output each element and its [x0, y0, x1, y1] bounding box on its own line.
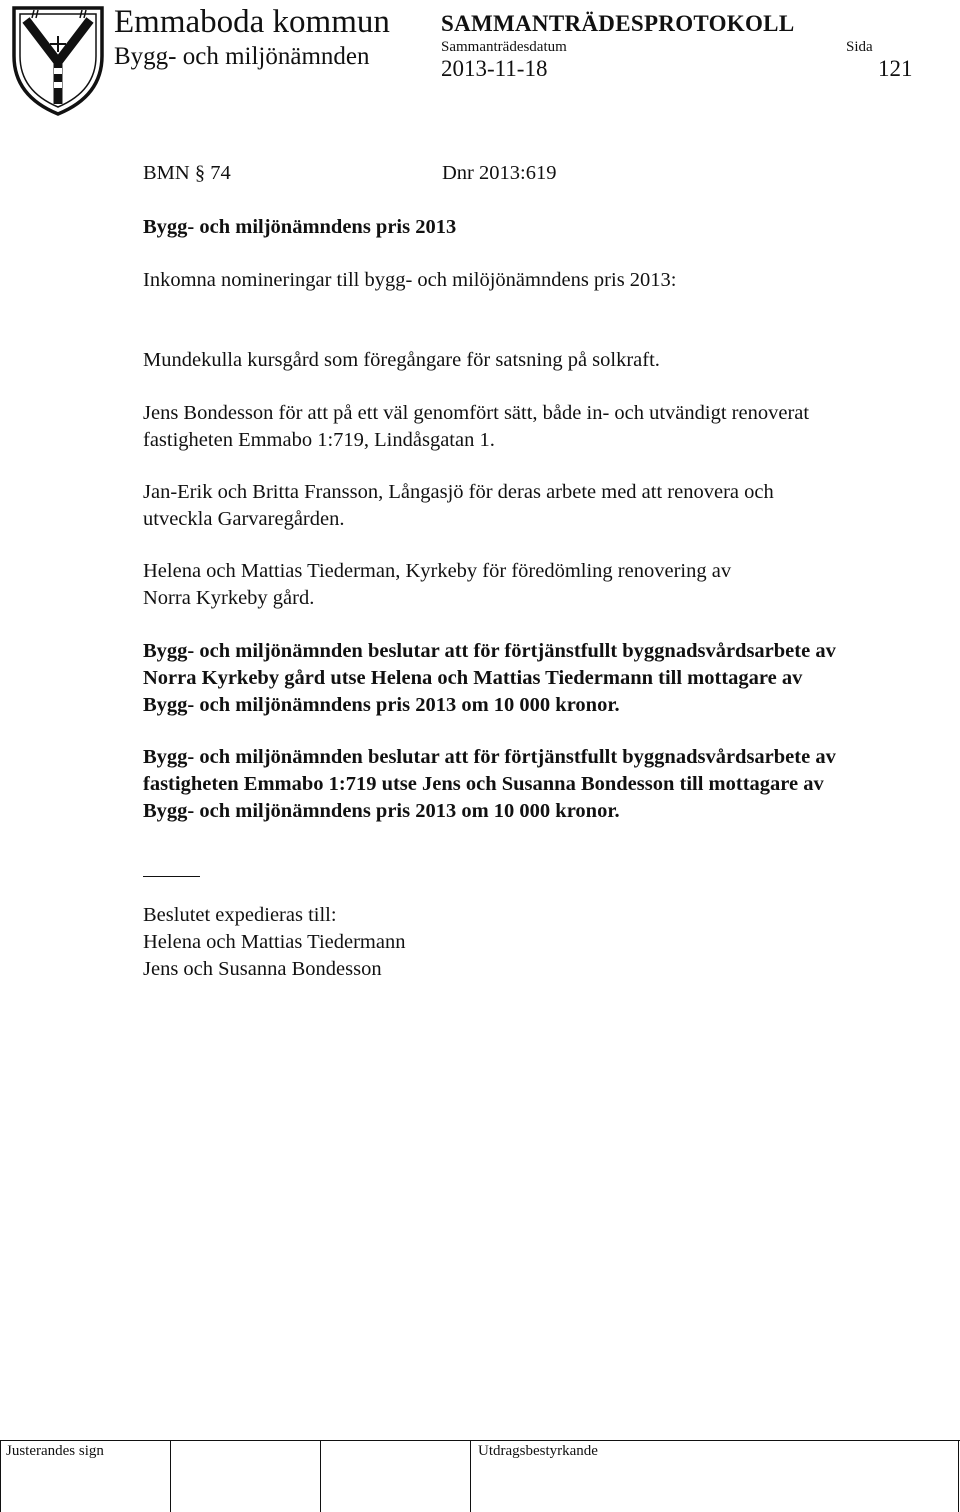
nominations-intro: Inkomna nomineringar till bygg- och milöjönämndens pris 2013:: [143, 269, 677, 291]
meeting-date-label: Sammanträdesdatum: [441, 39, 567, 55]
nomination-line: utveckla Garvaregården.: [143, 508, 345, 530]
footer-cell-border: [958, 1440, 959, 1512]
decision-line: Bygg- och miljönämnden beslutar att för förtjänstfullt byggnadsvårdsarbete av: [143, 746, 836, 768]
case-dnr: Dnr 2013:619: [442, 162, 557, 184]
decision-line: Norra Kyrkeby gård utse Helena och Mattias Tiedermann till mottagare av: [143, 667, 803, 689]
nomination-line: fastigheten Emmabo 1:719, Lindåsgatan 1.: [143, 429, 495, 451]
decision-paragraph: [143, 638, 836, 719]
page-label: Sida: [846, 39, 873, 55]
decision-line: Bygg- och miljönämnden beslutar att för förtjänstfullt byggnadsvårdsarbete av: [143, 640, 836, 662]
nomination-line: Norra Kyrkeby gård.: [143, 587, 315, 609]
distribution-recipient: Jens och Susanna Bondesson: [143, 958, 382, 980]
decision-paragraph: [143, 744, 836, 825]
nomination-line: Jan-Erik och Britta Fransson, Långasjö för deras arbete med att renovera och: [143, 481, 774, 503]
footer-top-border: [0, 1440, 960, 1441]
footer-cell-border: [0, 1440, 1, 1512]
section-separator: [143, 876, 200, 877]
footer-cell-border: [170, 1440, 171, 1512]
document-type: SAMMANTRÄDESPROTOKOLL: [441, 11, 795, 36]
signature-footer: [0, 1440, 960, 1512]
nomination-item: [143, 558, 731, 612]
justerandes-sign-label: Justerandes sign: [6, 1443, 104, 1459]
footer-cell-border: [320, 1440, 321, 1512]
utdragsbestyrkande-label: Utdragsbestyrkande: [478, 1443, 598, 1459]
organization-name: Emmaboda kommun: [114, 4, 390, 40]
nomination-item: [143, 400, 809, 454]
distribution-heading: Beslutet expedieras till:: [143, 904, 337, 926]
decision-line: Bygg- och miljönämndens pris 2013 om 10 000 kronor.: [143, 694, 620, 716]
nomination-line: Helena och Mattias Tiederman, Kyrkeby för föredömling renovering av: [143, 560, 732, 582]
distribution-block: [143, 902, 405, 983]
nomination-line: Mundekulla kursgård som föregångare för satsning på solkraft.: [143, 349, 660, 371]
decision-line: fastigheten Emmabo 1:719 utse Jens och Susanna Bondesson till mottagare av: [143, 773, 824, 795]
nomination-line: Jens Bondesson för att på ett väl genomfört sätt, både in- och utvändigt renoverat: [143, 402, 810, 424]
decision-line: Bygg- och miljönämndens pris 2013 om 10 000 kronor.: [143, 800, 620, 822]
footer-cell-border: [470, 1440, 471, 1512]
nomination-item: [143, 347, 660, 374]
section-title: Bygg- och miljönämndens pris 2013: [143, 216, 457, 238]
case-reference: BMN § 74: [143, 162, 231, 184]
distribution-recipient: Helena och Mattias Tiedermann: [143, 931, 406, 953]
meeting-date-value: 2013-11-18: [441, 56, 548, 81]
nomination-item: [143, 479, 774, 533]
page-number: 121: [878, 56, 913, 81]
coat-of-arms-logo: [10, 4, 106, 118]
organization-department: Bygg- och miljönämnden: [114, 43, 370, 70]
